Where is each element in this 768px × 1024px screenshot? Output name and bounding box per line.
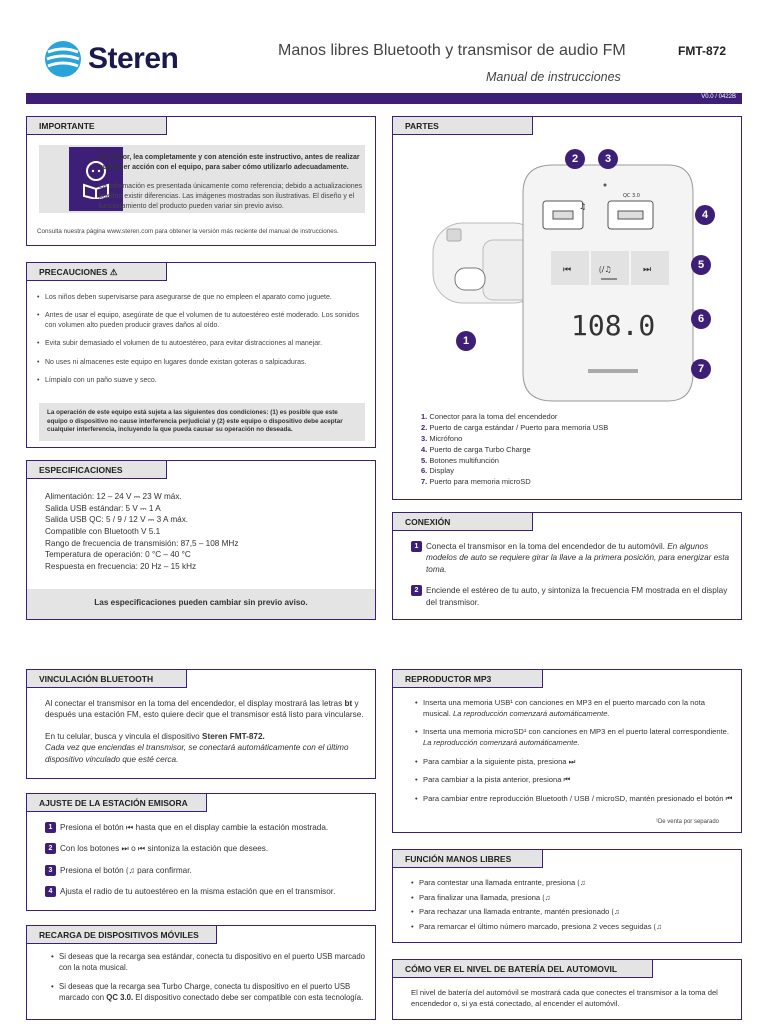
precauciones-list	[37, 293, 371, 394]
list-item: • Para cambiar entre reproducción Bluetooth / USB / microSD, mantén presionado el botón ⏮	[415, 794, 733, 805]
document-title: Manos libres Bluetooth y transmisor de audio FM	[278, 42, 626, 59]
recarga-section	[26, 925, 376, 1020]
partes-heading: PARTES	[393, 117, 533, 135]
list-item: • Para finalizar una llamada, presiona ⟮♫	[411, 893, 733, 904]
list-item: 6. Display	[421, 466, 454, 476]
list-item: 5. Botones multifunción	[421, 455, 499, 465]
ajuste-heading: AJUSTE DE LA ESTACIÓN EMISORA	[27, 794, 207, 812]
bateria-section	[392, 959, 742, 1020]
ajuste-section	[26, 793, 376, 911]
list-item: • Si deseas que la recarga sea estándar, conecta tu dispositivo en el puerto USB marcado con la nota musical.	[51, 952, 367, 974]
recarga-heading: RECARGA DE DISPOSITIVOS MÓVILES	[27, 926, 217, 944]
steren-wave-icon	[44, 40, 82, 78]
document-subtitle: Manual de instrucciones	[486, 70, 621, 84]
especificaciones-heading: ESPECIFICACIONES	[27, 461, 167, 479]
callout-4: 4	[695, 205, 715, 225]
mp3-heading: REPRODUCTOR MP3	[393, 670, 543, 688]
importante-footer: Consulta nuestra página www.steren.com para obtener la versión más reciente del manual de instrucciones.	[37, 228, 339, 235]
list-item: • Para cambiar a la siguiente pista, presiona ⏭	[415, 757, 733, 768]
list-item: • Para remarcar el último número marcado, presiona 2 veces seguidas ⟮♫	[411, 922, 733, 933]
step-number: 2	[411, 585, 422, 596]
callout-6: 6	[691, 309, 711, 329]
mp3-footnote: ¹De venta por separado	[655, 819, 719, 825]
list-item: • Evita subir demasiado el volumen de tu autoestéreo, para evitar distracciones al manejar.	[37, 339, 371, 349]
list-item: 2. Puerto de carga estándar / Puerto para memoria USB	[421, 422, 609, 432]
importante-heading: IMPORTANTE	[27, 117, 167, 135]
recarga-list	[51, 952, 367, 1012]
spec-line: Respuesta en frecuencia: 20 Hz – 15 kHz	[45, 561, 197, 571]
manos-libres-heading: FUNCIÓN MANOS LIBRES	[393, 850, 543, 868]
list-item: • Si deseas que la recarga sea Turbo Charge, conecta tu dispositivo en el puerto USB marcado con QC 3.0. El dispositivo conectado debe ser compatible con esta tecnología.	[51, 982, 367, 1004]
callout-2: 2	[565, 149, 585, 169]
svg-text:⏮: ⏮	[563, 265, 572, 275]
parts-list	[421, 412, 731, 488]
header-bar	[26, 93, 742, 104]
precauciones-note: La operación de este equipo está sujeta a las siguientes dos condiciones: (1) es posible que este equipo o dispositivo no cause interferencia perjudicial y (2) este equipo o dispositivo debe aceptar cualquier interferencia, incluyendo la que pueda causar su operación no deseada.	[47, 409, 343, 433]
ajuste-step: 3 Presiona el botón ⟮♫ para confirmar.	[45, 865, 367, 876]
mp3-list	[415, 698, 733, 812]
list-item: 7. Puerto para memoria microSD	[421, 477, 531, 487]
ajuste-step: 4 Ajusta el radio de tu autoestéreo en la misma estación que en el transmisor.	[45, 886, 367, 897]
spec-line: Rango de frecuencia de transmisión: 87,5 – 108 MHz	[45, 538, 239, 548]
ajuste-step: 2 Con los botones ⏭ o ⏮ sintoniza la estación que desees.	[45, 843, 367, 854]
precauciones-heading	[27, 263, 167, 281]
specs-note: Las especificaciones pueden cambiar sin previo aviso.	[94, 598, 308, 607]
list-item: • Inserta una memoria USB¹ con canciones en MP3 en el puerto marcado con la nota musical. La reproducción comenzará automáticamente.	[415, 698, 733, 719]
especificaciones-section	[26, 460, 376, 620]
spec-line: Salida USB QC: 5 / 9 / 12 V ⎓ 3 A máx.	[45, 515, 189, 525]
conexion-heading: CONEXIÓN	[393, 513, 533, 531]
precauciones-title: PRECAUCIONES	[39, 267, 108, 277]
vinculacion-section	[26, 669, 376, 779]
conexion-step-1: 1 Conecta el transmisor en la toma del encendedor de tu automóvil. En algunos modelos de auto se requiere girar la llave a la primera posición, para energizar esta toma.	[411, 541, 733, 575]
step-number: 1	[411, 541, 422, 552]
importante-p2: La información es presentada únicamente como referencia; debido a actualizaciones pueden existir diferencias. Las imágenes mostradas son ilustrativas. El diseño y el funcionamiento del producto pueden variar sin previo aviso.	[99, 183, 363, 211]
port-label: QC 3.0	[623, 193, 640, 199]
svg-text:⟮/♫: ⟮/♫	[599, 265, 612, 274]
list-item: • Límpialo con un paño suave y seco.	[37, 376, 371, 386]
vinculacion-heading: VINCULACIÓN BLUETOOTH	[27, 670, 187, 688]
version-label: V0.0 / 0422B	[701, 94, 736, 100]
manos-libres-section	[392, 849, 742, 943]
list-item: • Inserta una memoria microSD¹ con canciones en MP3 en el puerto lateral correspondiente. La reproducción comenzará automáticamente.	[415, 727, 733, 748]
list-item: • Los niños deben supervisarse para asegurarse de que no empleen el aparato como juguete.	[37, 293, 371, 303]
bateria-heading: CÓMO VER EL NIVEL DE BATERÍA DEL AUTOMOVIL	[393, 960, 653, 978]
warning-icon: ⚠	[109, 267, 118, 277]
svg-text:⏭: ⏭	[643, 265, 652, 275]
list-item: • Antes de usar el equipo, asegúrate de que el volumen de tu autoestéreo esté moderado. Los sonidos con volumen alto pueden producir graves daños al oído.	[37, 311, 371, 331]
callout-3: 3	[598, 149, 618, 169]
specs-list	[45, 491, 365, 572]
bateria-text: El nivel de batería del automóvil se mostrará cada que conectes el transmisor a la toma del encendedor o, si ya está conectado, al encender el automóvil.	[411, 988, 718, 1008]
partes-section	[392, 116, 742, 500]
importante-section	[26, 116, 376, 246]
display-readout: 108.0	[571, 309, 656, 342]
model-number: FMT-872	[678, 44, 727, 58]
ajuste-step: 1 Presiona el botón ⏮ hasta que en el display cambie la estación mostrada.	[45, 822, 367, 833]
list-item: • No uses ni almacenes este equipo en lugares donde existan goteras o salpicaduras.	[37, 358, 371, 368]
svg-text:♫: ♫	[579, 202, 587, 211]
callout-5: 5	[691, 255, 711, 275]
brand-name: Steren	[88, 42, 179, 75]
spec-line: Temperatura de operación: 0 °C – 40 °C	[45, 550, 191, 560]
importante-p1: Por favor, lea completamente y con atención este instructivo, antes de realizar cualquier acción con el equipo, para saber cómo utilizarlo adecuadamente.	[99, 154, 360, 172]
spec-line: Salida USB estándar: 5 V ⎓ 1 A	[45, 503, 161, 513]
list-item: • Para contestar una llamada entrante, presiona ⟮♫	[411, 878, 733, 889]
vinculacion-p2: En tu celular, busca y vincula el dispositivo Steren FMT-872. Cada vez que enciendas el transmisor, se conectará automáticamente con el último dispositivo vinculado que esté cerca.	[45, 731, 349, 764]
conexion-step-2: 2 Enciende el estéreo de tu auto, y sintoniza la frecuencia FM mostrada en el display del transmisor.	[411, 585, 733, 608]
spec-line: Alimentación: 12 – 24 V ⎓ 23 W máx.	[45, 492, 182, 501]
conexion-section	[392, 512, 742, 620]
list-item: 3. Micrófono	[421, 433, 463, 443]
vinculacion-p1: Al conectar el transmisor en la toma del encendedor, el display mostrará las letras bt y después una estación FM, esto quiere decir que el transmisor está listo para vincularse.	[45, 699, 364, 720]
callout-7: 7	[691, 359, 711, 379]
steren-logo	[44, 40, 178, 78]
precauciones-section	[26, 262, 376, 448]
manos-libres-list	[411, 878, 733, 937]
mp3-section	[392, 669, 742, 833]
list-item: • Para rechazar una llamada entrante, mantén presionado ⟮♫	[411, 907, 733, 918]
spec-line: Compatible con Bluetooth V 5.1	[45, 526, 161, 536]
list-item: 1. Conector para la toma del encendedor	[421, 412, 558, 421]
callout-1: 1	[456, 331, 476, 351]
list-item: 4. Puerto de carga Turbo Charge	[421, 444, 531, 454]
list-item: • Para cambiar a la pista anterior, presiona ⏮	[415, 775, 733, 786]
